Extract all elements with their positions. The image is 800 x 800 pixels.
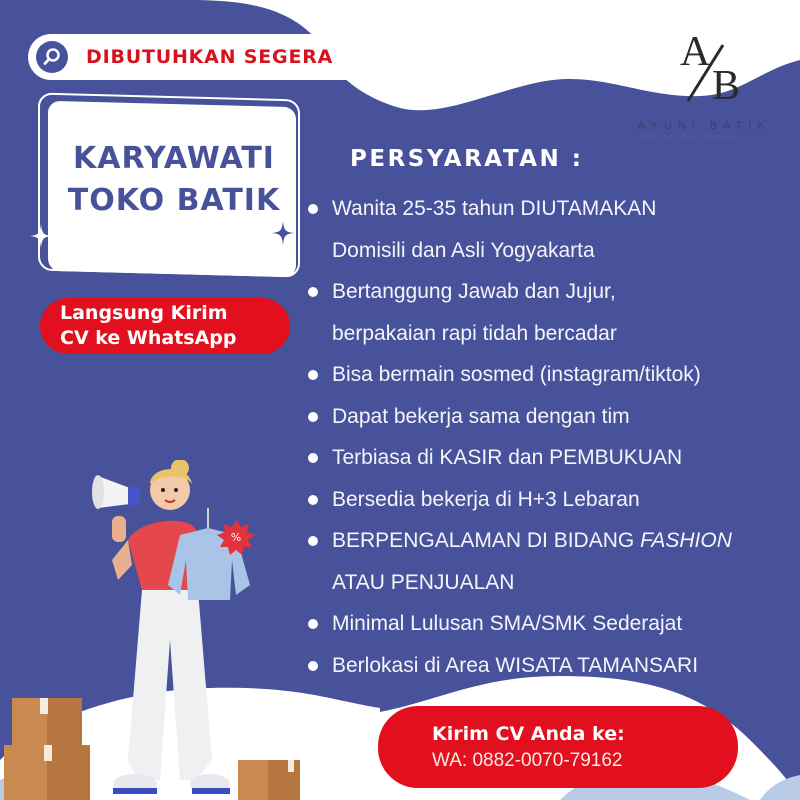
cardboard-box-icon <box>238 760 300 800</box>
requirement-item: Dapat bekerja sama dengan tim <box>306 396 796 438</box>
urgent-hiring-text: DIBUTUHKAN SEGERA <box>86 46 334 68</box>
cta-line1: Langsung Kirim <box>60 302 228 324</box>
bullet-icon <box>308 204 318 214</box>
requirement-item: Bersedia bekerja di H+3 Lebaran <box>306 479 796 521</box>
logo-brand-name: AYUNI BATIK <box>638 120 771 132</box>
requirement-item-continued: berpakaian rapi tidah bercadar <box>332 321 617 345</box>
contact-label: Kirim CV Anda ke: <box>432 723 625 745</box>
job-title-line1: KARYAWATI <box>73 141 275 176</box>
requirement-item-continued: ATAU PENJUALAN <box>332 570 515 594</box>
cta-line2: CV ke WhatsApp <box>60 327 237 349</box>
requirement-item: Bertanggung Jawab dan Jujur, <box>306 271 796 313</box>
bullet-icon <box>308 412 318 422</box>
bullet-icon <box>308 287 318 297</box>
requirement-item: Minimal Lulusan SMA/SMK Sederajat <box>306 603 796 645</box>
logo-tagline: Batik & Fashion Indonesia <box>642 135 737 141</box>
svg-text:%: % <box>230 531 242 544</box>
search-icon <box>36 41 68 73</box>
cardboard-box-icon <box>4 698 90 800</box>
ayuni-batik-logo <box>632 26 782 156</box>
sparkle-icon <box>272 220 294 246</box>
urgent-hiring-badge <box>28 34 400 80</box>
contact-phone[interactable]: WA: 0882-0070-79162 <box>432 750 623 771</box>
requirements-list <box>306 188 796 686</box>
job-title-line2: TOKO BATIK <box>67 183 281 218</box>
logo-letter-a: A <box>680 29 711 75</box>
woman-megaphone-illustration <box>0 460 320 800</box>
job-title <box>58 138 290 222</box>
requirement-item-continued: Domisili dan Asli Yogyakarta <box>332 238 595 262</box>
requirement-item: Terbiasa di KASIR dan PEMBUKUAN <box>306 437 796 479</box>
requirements-title: PERSYARATAN : <box>350 146 584 172</box>
bullet-icon <box>308 370 318 380</box>
send-cv-whatsapp-cta[interactable] <box>40 298 290 354</box>
contact-whatsapp-cta[interactable] <box>378 706 738 788</box>
requirement-item: BERPENGALAMAN DI BIDANG FASHION <box>306 520 796 562</box>
logo-letter-b: B <box>712 63 741 109</box>
requirement-item: Wanita 25-35 tahun DIUTAMAKAN <box>306 188 796 230</box>
requirement-item: Bisa bermain sosmed (instagram/tiktok) <box>306 354 796 396</box>
sparkle-icon <box>30 224 52 248</box>
requirement-item: Berlokasi di Area WISATA TAMANSARI <box>306 645 796 687</box>
